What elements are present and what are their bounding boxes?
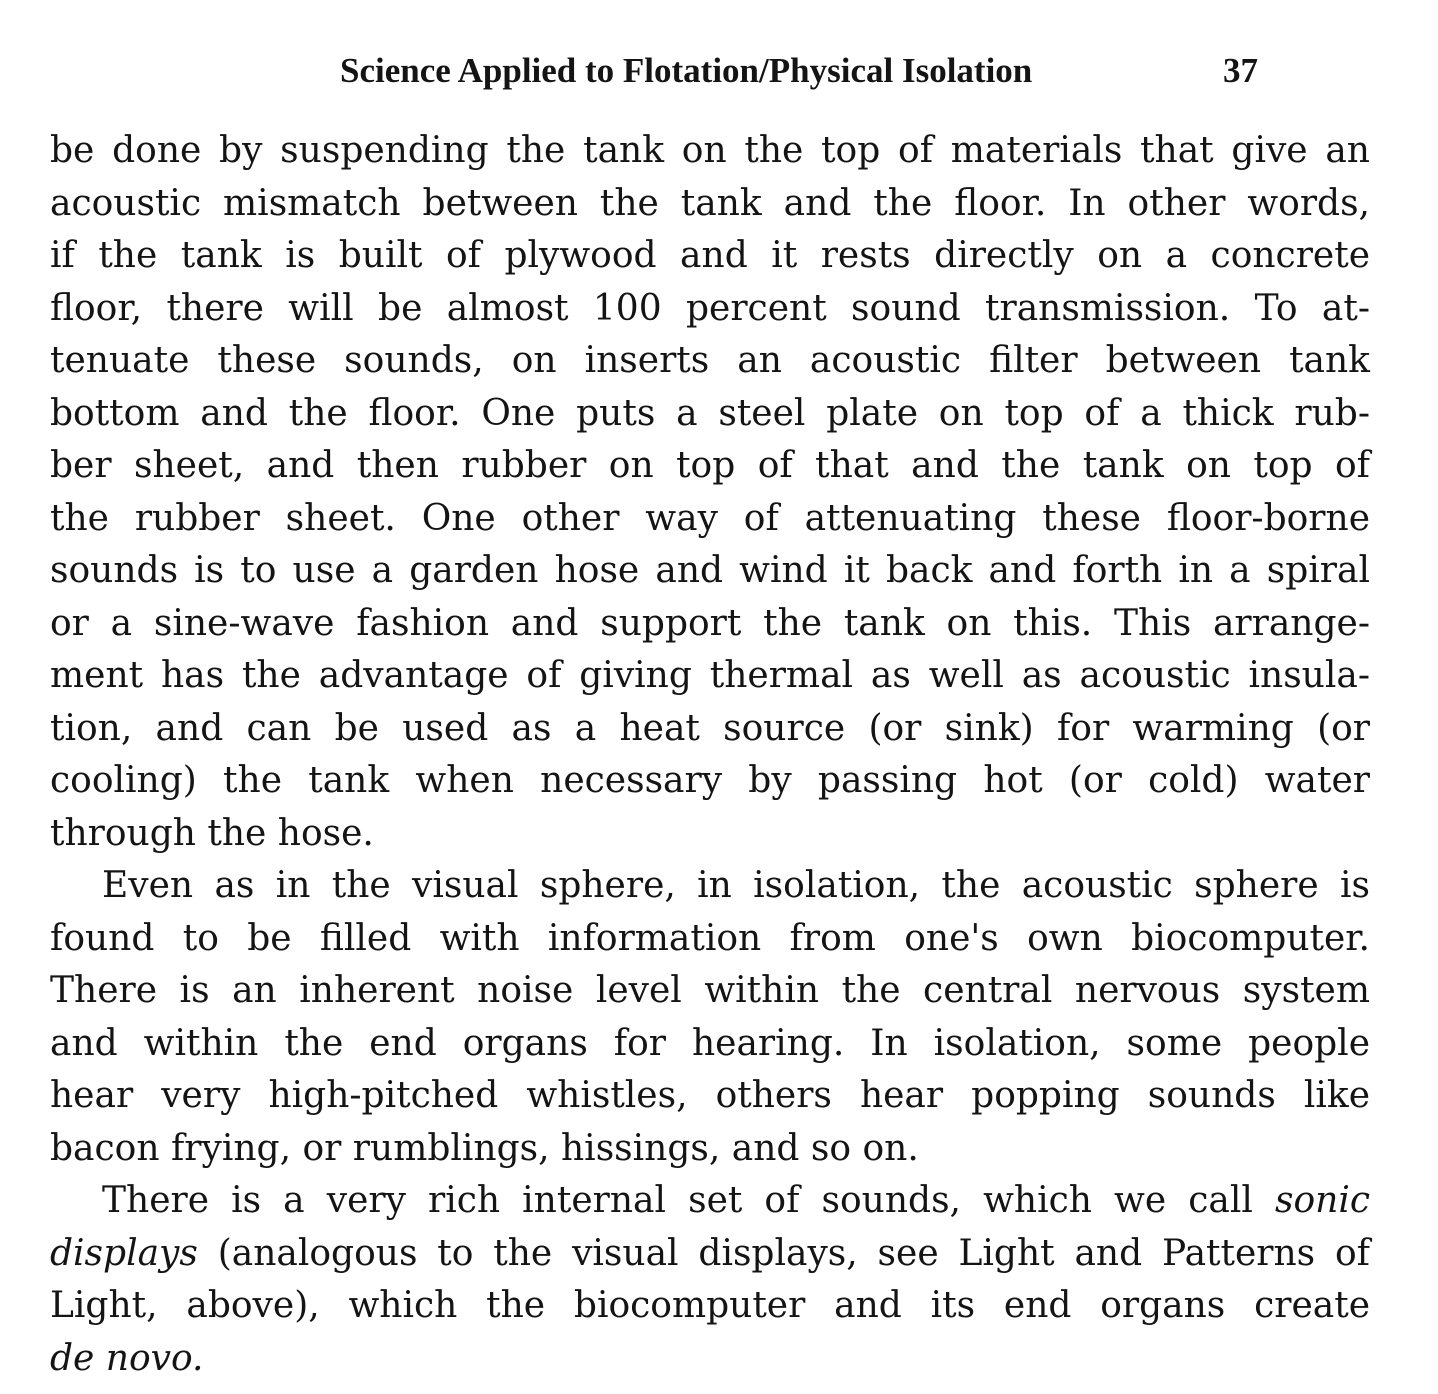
text-line: acoustic mismatch between the tank and the floor. In other words, <box>50 182 1370 224</box>
italic-term: displays <box>50 1232 198 1274</box>
body-text <box>50 125 1370 1385</box>
text-line: tenuate these sounds, on inserts an acoustic filter between tank <box>50 340 1370 381</box>
running-head <box>340 44 1258 98</box>
text-run: There is a very rich internal set of sounds, which we call <box>102 1180 1275 1221</box>
paragraph-1 <box>50 125 1370 860</box>
text-line: floor, there will be almost 100 percent sound transmission. To at- <box>50 287 1370 329</box>
text-line: There is an inherent noise level within the central nervous system <box>50 970 1370 1011</box>
text-line: tion, and can be used as a heat source (or sink) for warming (or <box>50 707 1370 749</box>
text-run: (analogous to the visual displays, see Light and Patterns of <box>197 1232 1370 1274</box>
text-line: ment has the advantage of giving thermal as well as acoustic insula- <box>50 655 1370 696</box>
text-line <box>50 1228 1370 1281</box>
text-line: de novo. <box>50 1337 204 1379</box>
text-line: ber sheet, and then rubber on top of that and the tank on top of <box>50 445 1370 486</box>
page-number: 37 <box>1223 51 1258 90</box>
text-line: bottom and the floor. One puts a steel plate on top of a thick rub- <box>50 392 1370 434</box>
text-line: be done by suspending the tank on the top of materials that give an <box>50 130 1370 171</box>
text-line <box>50 1175 1370 1228</box>
italic-term: sonic <box>1274 1180 1370 1221</box>
paragraph-3 <box>50 1175 1370 1385</box>
text-line: found to be filled with information from one's own biocomputer. <box>50 917 1370 959</box>
text-line: the rubber sheet. One other way of attenuating these floor-borne <box>50 497 1370 539</box>
text-line: or a sine-wave fashion and support the tank on this. This arrange- <box>50 602 1370 644</box>
text-line: bacon frying, or rumblings, hissings, and so on. <box>50 1127 919 1169</box>
text-line: Even as in the visual sphere, in isolation, the acoustic sphere is <box>102 865 1370 906</box>
running-title: Science Applied to Flotation/Physical Isolation <box>340 51 1033 90</box>
paragraph-2 <box>50 860 1370 1175</box>
text-line: cooling) the tank when necessary by passing hot (or cold) water <box>50 760 1370 801</box>
text-line: and within the end organs for hearing. In isolation, some people <box>50 1022 1370 1064</box>
text-line: sounds is to use a garden hose and wind it back and forth in a spiral <box>50 550 1370 591</box>
text-line: through the hose. <box>50 812 374 854</box>
text-line: if the tank is built of plywood and it rests directly on a concrete <box>50 235 1370 276</box>
text-line: hear very high-pitched whistles, others hear popping sounds like <box>50 1075 1370 1116</box>
text-line: Light, above), which the biocomputer and its end organs create <box>50 1285 1370 1326</box>
